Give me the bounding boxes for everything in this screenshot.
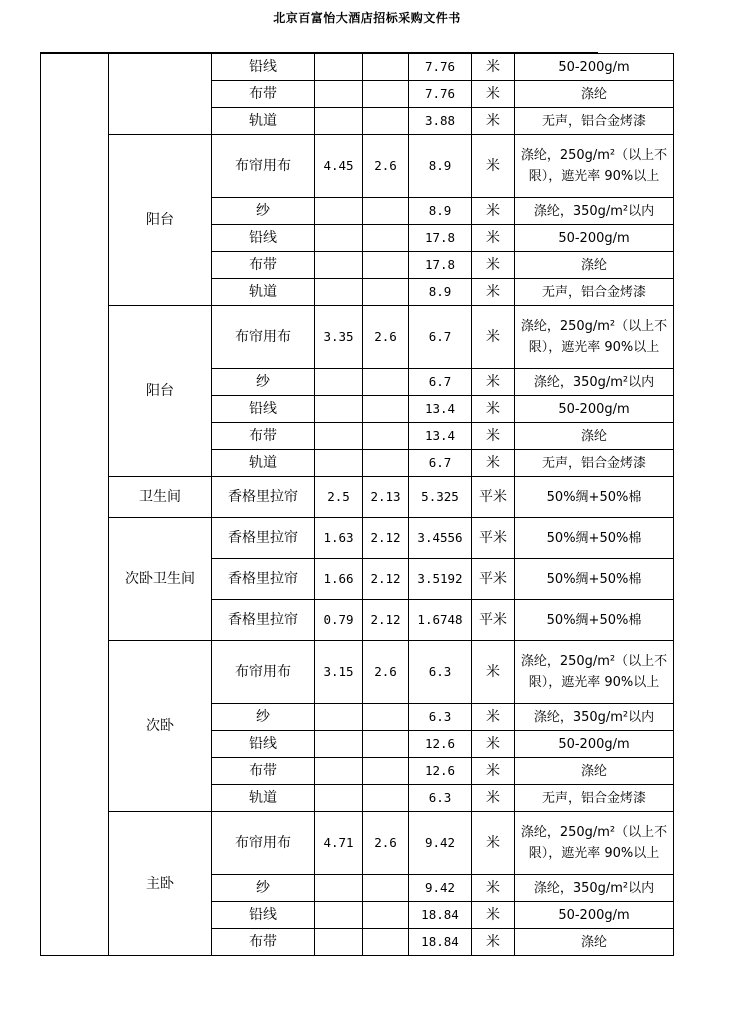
item-cell: 纱 <box>212 369 315 396</box>
table-row <box>41 641 674 704</box>
item-cell: 香格里拉帘 <box>212 518 315 559</box>
spec-cell: 50-200g/m <box>515 731 674 758</box>
quantity-cell: 8.9 <box>409 198 472 225</box>
height-cell: 2.12 <box>363 518 409 559</box>
location-cell: 主卧 <box>109 812 212 956</box>
quantity-cell: 3.4556 <box>409 518 472 559</box>
table-row <box>41 812 674 875</box>
location-cell: 阳台 <box>109 135 212 306</box>
height-cell <box>363 731 409 758</box>
item-cell: 纱 <box>212 875 315 902</box>
item-cell: 轨道 <box>212 108 315 135</box>
height-cell <box>363 252 409 279</box>
unit-cell: 米 <box>472 108 515 135</box>
unit-cell: 米 <box>472 731 515 758</box>
quantity-cell: 13.4 <box>409 396 472 423</box>
height-cell: 2.6 <box>363 306 409 369</box>
unit-cell: 米 <box>472 54 515 81</box>
spec-cell: 50%绸+50%棉 <box>515 477 674 518</box>
document-header: 北京百富怡大酒店招标采购文件书 <box>273 11 461 25</box>
height-cell: 2.12 <box>363 600 409 641</box>
quantity-cell: 6.7 <box>409 369 472 396</box>
spec-cell: 50-200g/m <box>515 902 674 929</box>
width-cell <box>315 785 363 812</box>
curtain-spec-table <box>40 53 674 956</box>
width-cell <box>315 902 363 929</box>
unit-cell: 米 <box>472 875 515 902</box>
width-cell <box>315 758 363 785</box>
quantity-cell: 8.9 <box>409 135 472 198</box>
height-cell: 2.12 <box>363 559 409 600</box>
item-cell: 纱 <box>212 198 315 225</box>
width-cell <box>315 929 363 956</box>
spec-cell: 涤纶，250g/m²（以上不限），遮光率 90%以上 <box>515 812 674 875</box>
width-cell <box>315 704 363 731</box>
unit-cell: 米 <box>472 369 515 396</box>
height-cell <box>363 929 409 956</box>
width-cell <box>315 369 363 396</box>
item-cell: 铅线 <box>212 225 315 252</box>
quantity-cell: 6.3 <box>409 704 472 731</box>
item-cell: 轨道 <box>212 785 315 812</box>
item-cell: 布帘用布 <box>212 641 315 704</box>
location-cell: 次卧 <box>109 641 212 812</box>
spec-cell: 涤纶，350g/m²以内 <box>515 704 674 731</box>
item-cell: 布带 <box>212 423 315 450</box>
item-cell: 布帘用布 <box>212 306 315 369</box>
location-cell <box>109 54 212 135</box>
spec-cell: 涤纶 <box>515 423 674 450</box>
height-cell <box>363 225 409 252</box>
unit-cell: 米 <box>472 785 515 812</box>
quantity-cell: 6.3 <box>409 641 472 704</box>
item-cell: 布带 <box>212 929 315 956</box>
spec-cell: 涤纶，250g/m²（以上不限），遮光率 90%以上 <box>515 135 674 198</box>
spec-cell: 涤纶，350g/m²以内 <box>515 198 674 225</box>
width-cell <box>315 198 363 225</box>
height-cell: 2.6 <box>363 641 409 704</box>
width-cell <box>315 225 363 252</box>
width-cell <box>315 108 363 135</box>
height-cell <box>363 785 409 812</box>
item-cell: 铅线 <box>212 396 315 423</box>
item-cell: 香格里拉帘 <box>212 600 315 641</box>
height-cell <box>363 875 409 902</box>
width-cell <box>315 875 363 902</box>
quantity-cell: 8.9 <box>409 279 472 306</box>
spec-cell: 涤纶 <box>515 252 674 279</box>
height-cell <box>363 758 409 785</box>
spec-cell: 涤纶 <box>515 81 674 108</box>
spec-cell: 无声，铝合金烤漆 <box>515 450 674 477</box>
width-cell: 0.79 <box>315 600 363 641</box>
height-cell <box>363 108 409 135</box>
unit-cell: 米 <box>472 423 515 450</box>
item-cell: 布带 <box>212 758 315 785</box>
unit-cell: 米 <box>472 704 515 731</box>
quantity-cell: 1.6748 <box>409 600 472 641</box>
quantity-cell: 7.76 <box>409 81 472 108</box>
width-cell <box>315 81 363 108</box>
table-row <box>41 306 674 369</box>
width-cell <box>315 252 363 279</box>
quantity-cell: 12.6 <box>409 758 472 785</box>
height-cell <box>363 279 409 306</box>
width-cell: 1.63 <box>315 518 363 559</box>
height-cell: 2.13 <box>363 477 409 518</box>
unit-cell: 米 <box>472 641 515 704</box>
item-cell: 铅线 <box>212 54 315 81</box>
quantity-cell: 18.84 <box>409 902 472 929</box>
unit-cell: 米 <box>472 135 515 198</box>
unit-cell: 米 <box>472 252 515 279</box>
location-cell: 次卧卫生间 <box>109 518 212 641</box>
height-cell: 2.6 <box>363 812 409 875</box>
spec-cell: 涤纶，350g/m²以内 <box>515 875 674 902</box>
unit-cell: 平米 <box>472 477 515 518</box>
unit-cell: 米 <box>472 396 515 423</box>
width-cell: 4.45 <box>315 135 363 198</box>
height-cell <box>363 450 409 477</box>
width-cell <box>315 54 363 81</box>
height-cell <box>363 423 409 450</box>
table-row <box>41 135 674 198</box>
unit-cell: 平米 <box>472 600 515 641</box>
height-cell <box>363 396 409 423</box>
item-cell: 布带 <box>212 81 315 108</box>
height-cell <box>363 198 409 225</box>
height-cell: 2.6 <box>363 135 409 198</box>
spec-cell: 涤纶 <box>515 929 674 956</box>
height-cell <box>363 704 409 731</box>
width-cell: 4.71 <box>315 812 363 875</box>
width-cell <box>315 279 363 306</box>
unit-cell: 米 <box>472 279 515 306</box>
quantity-cell: 12.6 <box>409 731 472 758</box>
location-cell: 卫生间 <box>109 477 212 518</box>
quantity-cell: 6.3 <box>409 785 472 812</box>
height-cell <box>363 369 409 396</box>
item-cell: 布带 <box>212 252 315 279</box>
spec-cell: 涤纶 <box>515 758 674 785</box>
item-cell: 纱 <box>212 704 315 731</box>
quantity-cell: 6.7 <box>409 450 472 477</box>
width-cell: 3.35 <box>315 306 363 369</box>
width-cell <box>315 423 363 450</box>
spec-cell: 涤纶，350g/m²以内 <box>515 369 674 396</box>
spec-cell: 50%绸+50%棉 <box>515 559 674 600</box>
quantity-cell: 9.42 <box>409 875 472 902</box>
item-cell: 轨道 <box>212 279 315 306</box>
table-row <box>41 518 674 559</box>
height-cell <box>363 54 409 81</box>
width-cell: 1.66 <box>315 559 363 600</box>
spec-cell: 50-200g/m <box>515 54 674 81</box>
width-cell: 2.5 <box>315 477 363 518</box>
unit-cell: 米 <box>472 758 515 785</box>
outer-blank-cell <box>41 54 109 956</box>
spec-cell: 无声，铝合金烤漆 <box>515 108 674 135</box>
width-cell <box>315 450 363 477</box>
item-cell: 香格里拉帘 <box>212 559 315 600</box>
quantity-cell: 5.325 <box>409 477 472 518</box>
spec-cell: 无声，铝合金烤漆 <box>515 785 674 812</box>
item-cell: 布帘用布 <box>212 135 315 198</box>
quantity-cell: 6.7 <box>409 306 472 369</box>
spec-cell: 50%绸+50%棉 <box>515 518 674 559</box>
quantity-cell: 9.42 <box>409 812 472 875</box>
spec-cell: 无声，铝合金烤漆 <box>515 279 674 306</box>
unit-cell: 米 <box>472 450 515 477</box>
spec-cell: 涤纶，250g/m²（以上不限），遮光率 90%以上 <box>515 641 674 704</box>
unit-cell: 米 <box>472 225 515 252</box>
quantity-cell: 17.8 <box>409 252 472 279</box>
quantity-cell: 7.76 <box>409 54 472 81</box>
unit-cell: 米 <box>472 306 515 369</box>
item-cell: 香格里拉帘 <box>212 477 315 518</box>
item-cell: 轨道 <box>212 450 315 477</box>
unit-cell: 米 <box>472 812 515 875</box>
spec-cell: 50-200g/m <box>515 396 674 423</box>
spec-cell: 涤纶，250g/m²（以上不限），遮光率 90%以上 <box>515 306 674 369</box>
spec-cell: 50%绸+50%棉 <box>515 600 674 641</box>
item-cell: 铅线 <box>212 902 315 929</box>
spec-cell: 50-200g/m <box>515 225 674 252</box>
quantity-cell: 13.4 <box>409 423 472 450</box>
item-cell: 布帘用布 <box>212 812 315 875</box>
location-cell: 阳台 <box>109 306 212 477</box>
quantity-cell: 18.84 <box>409 929 472 956</box>
width-cell <box>315 731 363 758</box>
unit-cell: 平米 <box>472 559 515 600</box>
unit-cell: 米 <box>472 198 515 225</box>
width-cell: 3.15 <box>315 641 363 704</box>
unit-cell: 平米 <box>472 518 515 559</box>
height-cell <box>363 81 409 108</box>
quantity-cell: 3.88 <box>409 108 472 135</box>
width-cell <box>315 396 363 423</box>
quantity-cell: 17.8 <box>409 225 472 252</box>
height-cell <box>363 902 409 929</box>
unit-cell: 米 <box>472 81 515 108</box>
unit-cell: 米 <box>472 929 515 956</box>
item-cell: 铅线 <box>212 731 315 758</box>
table-row <box>41 54 674 81</box>
quantity-cell: 3.5192 <box>409 559 472 600</box>
unit-cell: 米 <box>472 902 515 929</box>
table-row <box>41 477 674 518</box>
